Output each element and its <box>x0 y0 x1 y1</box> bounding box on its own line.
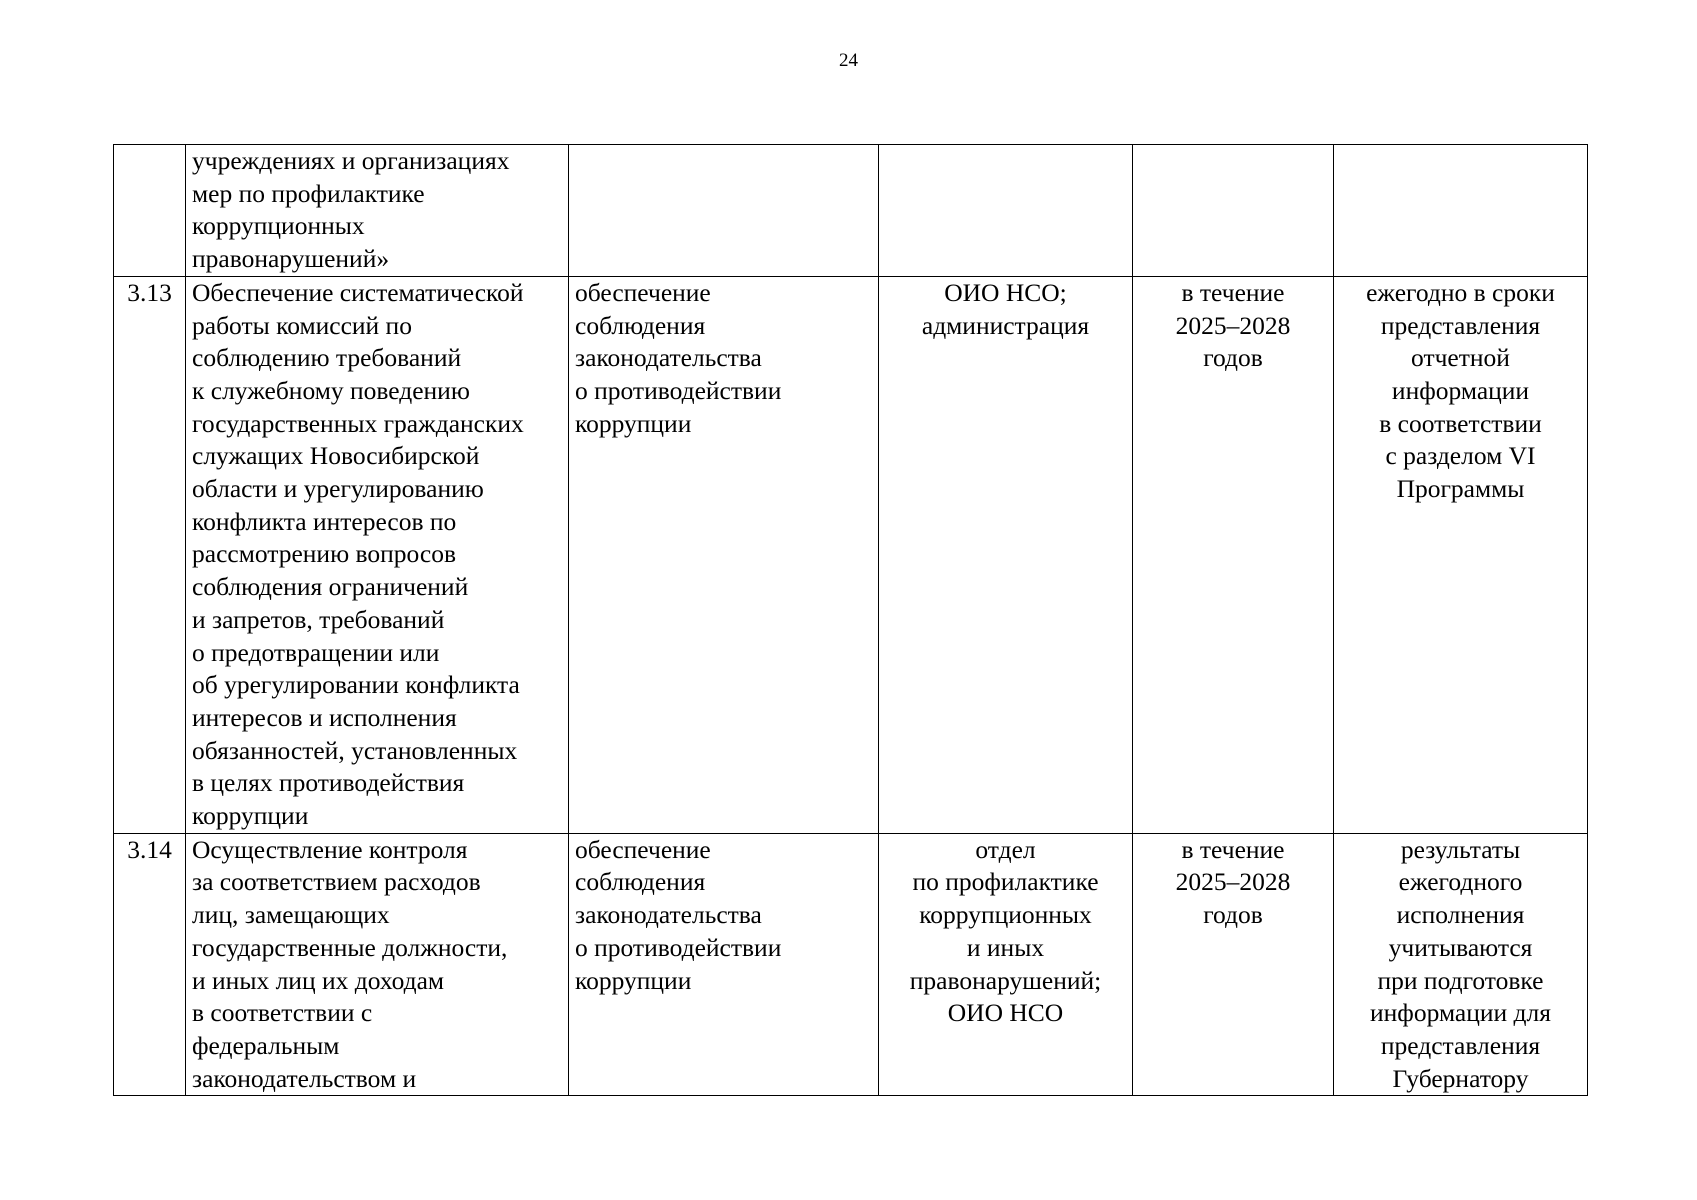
reporting-cell: результаты ежегодного исполнения учитываются при подготовке информации для представления Губернатору <box>1334 833 1588 1096</box>
row-number: 3.13 <box>114 276 186 833</box>
reporting-cell: ежегодно в сроки представления отчетной информации в соответствии с разделом VI Программы <box>1334 276 1588 833</box>
term-cell <box>1133 145 1334 277</box>
result-cell: обеспечение соблюдения законодательства о противодействии коррупции <box>569 276 879 833</box>
measure-cell: учреждениях и организациях мер по профилактике коррупционных правонарушений» <box>186 145 569 277</box>
measures-table <box>113 144 1588 1096</box>
row-number: 3.14 <box>114 833 186 1096</box>
executor-cell <box>879 145 1133 277</box>
term-cell: в течение 2025–2028 годов <box>1133 276 1334 833</box>
result-cell <box>569 145 879 277</box>
page-number: 24 <box>839 50 858 71</box>
result-cell: обеспечение соблюдения законодательства о противодействии коррупции <box>569 833 879 1096</box>
measure-cell: Обеспечение систематической работы комиссий по соблюдению требований к служебному поведению государственных гражданских служащих Новосибирской области и урегулированию конфликта интересов по рассмотрению вопросов соблюдения ограничений и запретов, требований о предотвращении или об урегулировании конфликта интересов и исполнения обязанностей, установленных в целях противодействия коррупции <box>186 276 569 833</box>
row-number <box>114 145 186 277</box>
table-row <box>114 145 1588 277</box>
table-row <box>114 276 1588 833</box>
table-row <box>114 833 1588 1096</box>
term-cell: в течение 2025–2028 годов <box>1133 833 1334 1096</box>
executor-cell: ОИО НСО; администрация <box>879 276 1133 833</box>
measure-cell: Осуществление контроля за соответствием расходов лиц, замещающих государственные должности, и иных лиц их доходам в соответствии с федеральным законодательством и <box>186 833 569 1096</box>
executor-cell: отдел по профилактике коррупционных и иных правонарушений; ОИО НСО <box>879 833 1133 1096</box>
reporting-cell <box>1334 145 1588 277</box>
